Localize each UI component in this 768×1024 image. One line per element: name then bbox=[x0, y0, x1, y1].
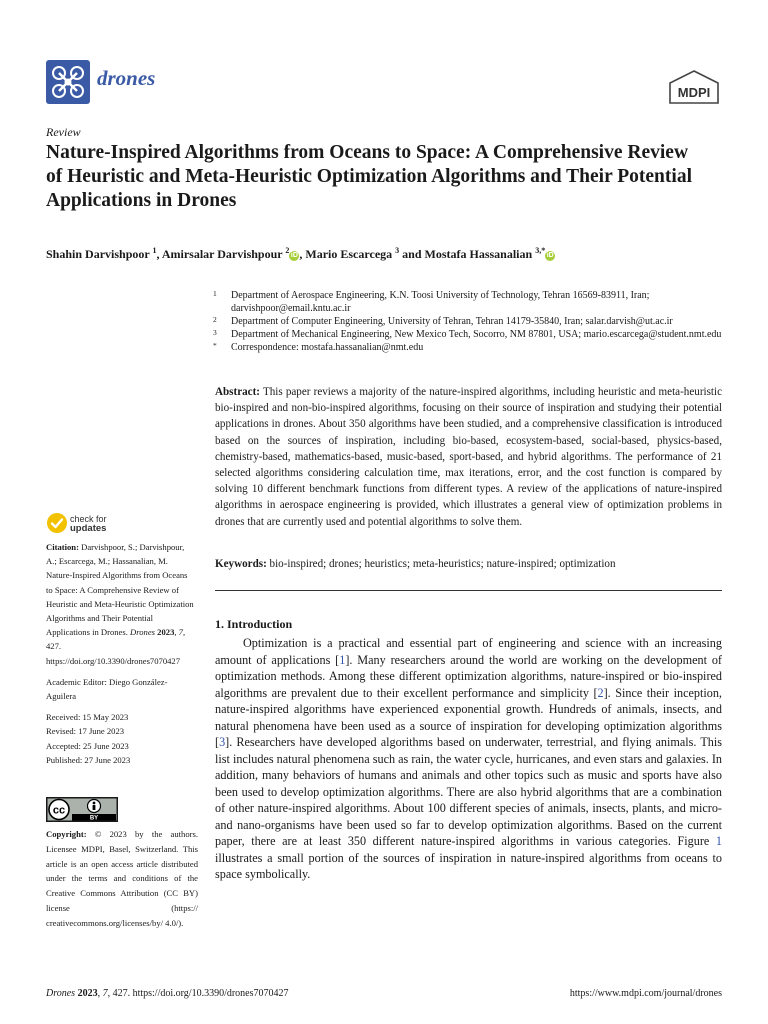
affiliation-text: Department of Computer Engineering, University of Tehran, Tehran 14179-35840, Iran; salar.darvish@ut.ac.ir bbox=[231, 316, 673, 327]
author-name: Mostafa Hassanalian bbox=[424, 247, 533, 261]
academic-editor: Academic Editor: Diego González-Aguilera bbox=[46, 676, 168, 702]
article-type: Review bbox=[46, 125, 81, 139]
orcid-icon[interactable]: iD bbox=[290, 252, 298, 259]
citation-rest: , 427. https://doi.org/10.3390/drones7070427 bbox=[46, 627, 186, 666]
by-label: BY bbox=[89, 815, 99, 822]
citation-year: 2023 bbox=[157, 627, 175, 638]
published-date: Published: 27 June 2023 bbox=[46, 754, 131, 765]
citation-link[interactable]: 3 bbox=[219, 735, 226, 749]
footer-rest: , 427. https://doi.org/10.3390/drones7070427 bbox=[107, 988, 289, 999]
citation-link[interactable]: 1 bbox=[339, 652, 346, 667]
section-heading-introduction: 1. Introduction bbox=[215, 617, 293, 631]
keywords bbox=[215, 557, 722, 572]
affiliation-mark: * bbox=[213, 341, 217, 350]
citation-text: Darvishpoor, S.; Darvishpour, A.; Escarcega, M.; Hassanalian, M. Nature-Inspired Algorithms from Oceans to Space: A Comprehensive Review of Heuristic and Meta-Heuristic Optimization Algorithms and Their Potential Applications in Drones. bbox=[46, 542, 194, 638]
keywords-label: Keywords: bbox=[215, 558, 267, 570]
abstract-text: This paper reviews a majority of the nature-inspired algorithms, including heuristic and meta-heuristic bio-inspired and non-bio-inspired algorithms, focusing on their source of inspiration and studying their potential applications in drones. About 350 algorithms have been studied, and a comprehensive classification is introduced based on the sources of inspiration, including bio-based, ecosystem-based, social-based, physics-based, chemistry-based, mathematics-based, music-based, sport-based, and hybrid algorithms. The performance of 21 selected algorithms considering calculation time, max iterations, error, and the cost function is compared by solving 10 different benchmark functions from different types. A review of the applications of nature-inspired algorithms in aerospace engineering is provided, which illustrates a general view of optimization problems in drones that are currently used and potential algorithms to solve them. bbox=[215, 386, 722, 528]
cc-label: cc bbox=[52, 804, 66, 817]
affiliation-mark: 3 bbox=[213, 328, 217, 337]
affiliation-item bbox=[213, 315, 733, 328]
accepted-date: Accepted: 25 June 2023 bbox=[46, 740, 129, 751]
section-divider bbox=[215, 590, 722, 591]
copyright-text: © 2023 by the authors. Licensee MDPI, Basel, Switzerland. This article is an open access article distributed under the terms and conditions of the Creative Commons Attribution (CC BY) license (https:// creativecommons.org/licenses/by/ 4.0/). bbox=[46, 829, 198, 928]
citation-link[interactable]: 2 bbox=[597, 685, 604, 700]
mdpi-logo-icon bbox=[667, 69, 721, 105]
citation-block: Citation: Darvishpoor, S.; Darvishpour, A.; Escarcega, M.; Hassanalian, M. Nature-Inspired Algorithms from Oceans to Space: A Comprehensive Review of Heuristic and Meta-Heuristic Optimization Algorithms and Their Potential Applications in Drones. Drones 2023, 7, 427. https://doi.org/10.3390/drones7070427 bbox=[46, 542, 194, 666]
author-affiliation-mark: 1 bbox=[152, 246, 157, 255]
cc-by-license-icon bbox=[46, 797, 118, 822]
check-updates-line2: updates bbox=[70, 523, 107, 534]
affiliation-text: Correspondence: mostafa.hassanalian@nmt.edu bbox=[231, 342, 424, 353]
orcid-icon[interactable]: iD bbox=[546, 252, 554, 259]
affiliation-mark: 2 bbox=[213, 315, 217, 324]
footer-year: 2023 bbox=[77, 988, 98, 999]
article-title: Nature-Inspired Algorithms from Oceans to Space: A Comprehensive Review of Heuristic and Meta-Heuristic Optimization Algorithms and Their Potential Applications in Drones bbox=[46, 142, 692, 211]
affiliation-text: Department of Mechanical Engineering, New Mexico Tech, Socorro, NM 87801, USA; mario.escarcega@student.nmt.edu bbox=[231, 329, 722, 340]
affiliations bbox=[213, 289, 733, 354]
abstract-label: Abstract: bbox=[215, 386, 260, 398]
affiliation-item bbox=[213, 341, 733, 354]
citation-link[interactable]: 1 bbox=[715, 834, 722, 848]
journal-url-link[interactable]: https://www.mdpi.com/journal/drones bbox=[569, 988, 722, 999]
footer-volume: 7 bbox=[102, 988, 108, 999]
copyright-label: Copyright: bbox=[46, 829, 87, 839]
citation-journal: Drones bbox=[130, 627, 156, 638]
check-updates-icon bbox=[46, 512, 68, 534]
author-affiliation-mark: 3,* bbox=[535, 246, 546, 255]
check-for-updates-button[interactable] bbox=[46, 512, 126, 538]
author-list: Shahin Darvishpoor $^1$, Amirsalar Darvishpour $^2$iD , Mario Escarcega $^3$ and Mostafa Hassanalian $^{3,*}$iD bbox=[46, 246, 554, 261]
author-name: Shahin Darvishpoor bbox=[46, 247, 150, 261]
affiliation-item bbox=[213, 328, 733, 341]
article-info-sidebar bbox=[46, 540, 196, 767]
affiliation-text: Department of Aerospace Engineering, K.N. Toosi University of Technology, Tehran 16569-83911, Iran; darvishpoor@email.kntu.ac.ir bbox=[231, 290, 650, 314]
publisher-name: MDPI bbox=[677, 85, 711, 100]
footer-citation: Drones 2023, 7, 427. https://doi.org/10.3390/drones7070427 bbox=[46, 988, 289, 999]
introduction-paragraph: Optimization is a practical and essential part of engineering and science with an increasing amount of applications [1]. Many researchers around the world are working on the development of optimization methods. Among these different optimization algorithms, nature-inspired or bio-inspired algorithms are prevalent due to their excellent performance and simplicity [2]. Since their inception, nature-inspired algorithms have experienced exponential growth. Hundreds of animals, insects, and natural phenomena have been used as a source of inspiration for developing optimization algorithms [3]. Researchers have developed algorithms based on underwater, terrestrial, and flying animals. This list includes natural phenomena such as rain, the water cycle, hurricanes, and even stars and galaxies. In addition, many behaviors of humans and animals and other topics such as music and sports have also been used to develop optimization algorithms. There are also hybrid algorithms that are a combination of other nature-inspired algorithms. About 100 different species of animals, insects, plants, and micro- and nano-organisms have been used so far to develop optimization algorithms. Based on the current paper, there are at least 350 different nature-inspired algorithms in various categories. Figure 1 illustrates a small portion of the sources of inspiration in nature-inspired algorithms from oceans to space symbolically. bbox=[215, 636, 722, 881]
revised-date: Revised: 17 June 2023 bbox=[46, 726, 125, 737]
keywords-text: bio-inspired; drones; heuristics; meta-heuristics; nature-inspired; optimization bbox=[269, 558, 616, 570]
abstract bbox=[215, 384, 722, 530]
citation-label: Citation: bbox=[46, 542, 79, 552]
author-name: Mario Escarcega bbox=[305, 247, 393, 261]
journal-name: drones bbox=[97, 66, 156, 90]
received-date: Received: 15 May 2023 bbox=[46, 712, 129, 723]
copyright-notice bbox=[46, 827, 198, 931]
affiliation-item bbox=[213, 289, 733, 315]
footer-journal: Drones bbox=[46, 988, 76, 999]
affiliation-mark: 1 bbox=[213, 289, 217, 298]
drone-logo-icon bbox=[46, 60, 90, 104]
author-name: Amirsalar Darvishpour bbox=[161, 247, 283, 261]
check-updates-line1: check for bbox=[70, 514, 107, 524]
author-affiliation-mark: 2 bbox=[285, 246, 290, 255]
author-affiliation-mark: 3 bbox=[395, 246, 400, 255]
citation-volume: 7 bbox=[178, 627, 183, 638]
